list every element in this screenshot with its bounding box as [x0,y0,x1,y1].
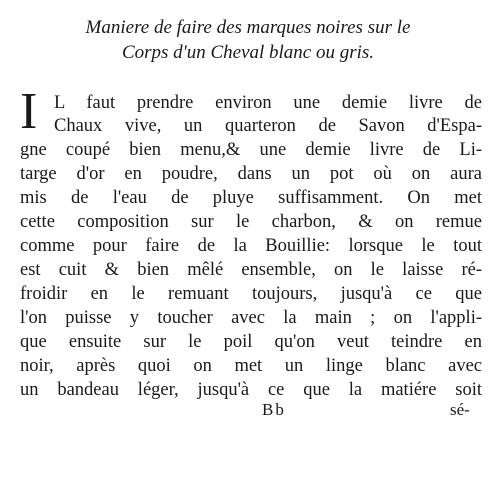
signature-mark: Bb [262,400,286,419]
body-line-7: comme pour faire de la Bouillie: lorsque le tout [20,236,482,256]
body-line-4: targe d'or en poudre, dans un pot où on aura [20,164,482,184]
body-line-12: noir, après quoi on met un linge blanc avec [20,356,482,376]
body-line-3: gne coupé bien menu,& une demie livre de Li- [20,140,482,160]
body-line-10: l'on puisse y toucher avec la main ; on l'appli- [20,308,482,328]
body-line-5: mis de l'eau de pluye suffisamment. On met [20,188,482,208]
body-line-1: L faut prendre environ une demie livre de [54,93,482,113]
body-line-11: que ensuite sur le poil qu'on veut teindre en [20,332,482,352]
body-line-6: cette composition sur le charbon, & on remue [20,212,482,232]
body-line-9: froidir en le remuant toujours, jusqu'à ce que [20,284,482,304]
chapter-title-line-1: Maniere de faire des marques noires sur le [85,17,411,38]
body-line-2: Chaux vive, un quarteron de Savon d'Espa- [54,116,482,136]
drop-cap-initial: I [20,83,38,140]
body-line-8: est cuit & bien mêlé ensemble, on le laisse ré- [20,260,482,280]
body-line-13: un bandeau léger, jusqu'à ce que la matiére soit [20,380,482,400]
catchword: sé- [450,400,470,419]
chapter-title-line-2: Corps d'un Cheval blanc ou gris. [121,42,375,63]
